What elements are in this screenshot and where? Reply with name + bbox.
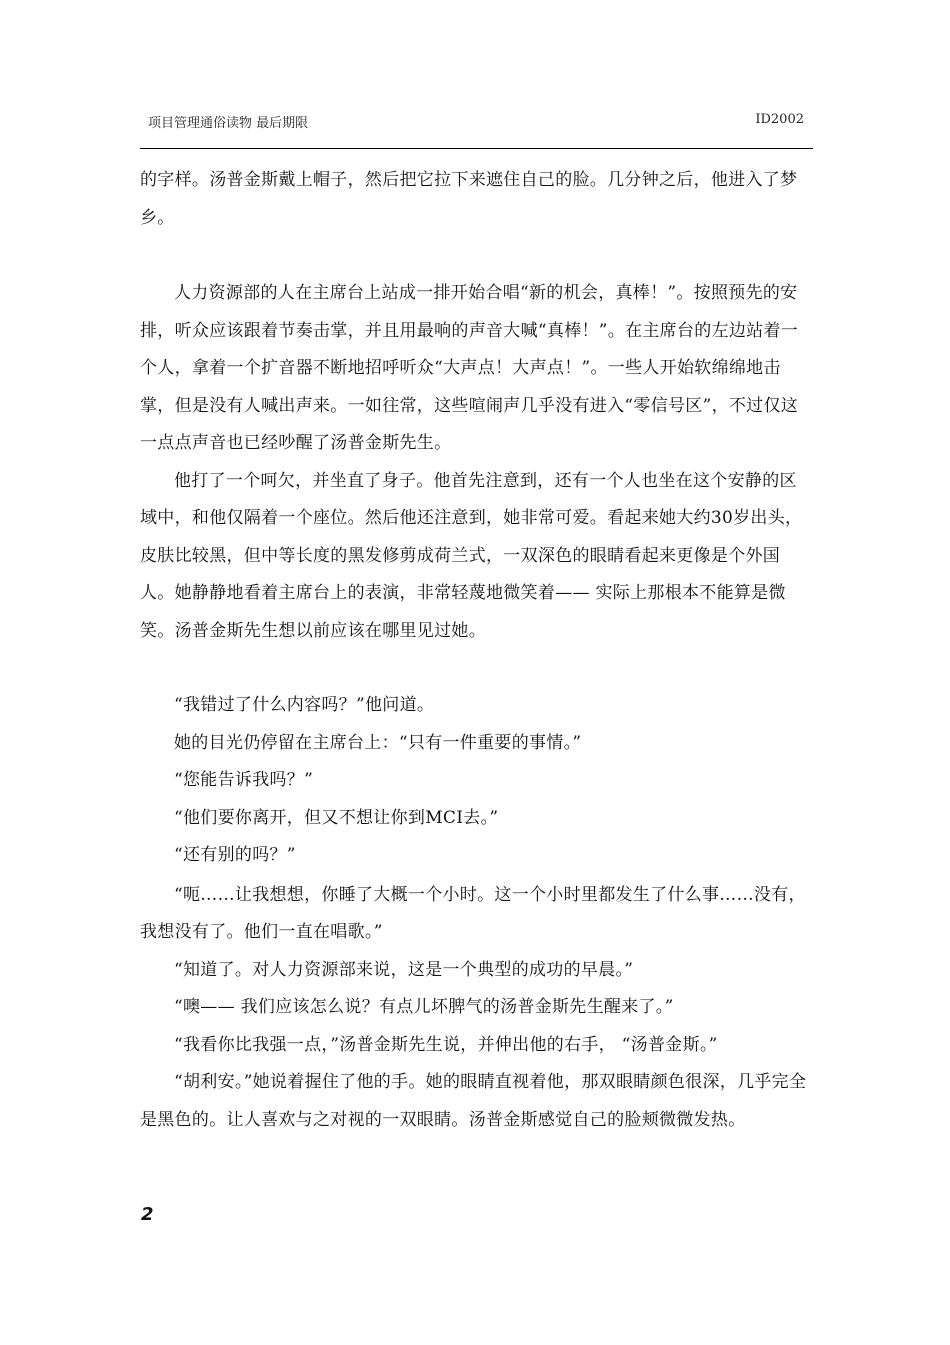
dialogue-line: “知道了。对人力资源部来说，这是一个典型的成功的早晨。” — [174, 959, 634, 980]
dialogue-line: “呃……让我想想，你睡了大概一个小时。这一个小时里都发生了什么事……没有，我想没有了。他们一直在唱歌。” — [140, 884, 806, 942]
dialogue-line: “我看你比我强一点，”汤普金斯先生说，并伸出他的右手， “汤普金斯。” — [174, 1034, 718, 1055]
dialogue-line: “我错过了什么内容吗？”他问道。 — [174, 695, 435, 715]
dialogue-line: “胡利安。”她说着握住了他的手。她的眼睛直视着他，那双眼睛颜色很深，几乎完全是黑色的。让人喜欢与之对视的一双眼睛。汤普金斯感觉自己的脸颊微微发热。 — [140, 1072, 807, 1130]
page-number: 2 — [141, 1204, 154, 1225]
header-title: 项目管理通俗读物 最后期限 — [148, 116, 309, 131]
header-doc-id: ID2002 — [755, 112, 804, 127]
dialogue-line: “还有别的吗？” — [174, 845, 296, 865]
dialogue-line: “他们要你离开，但又不想让你到MCI去。” — [174, 807, 499, 828]
paragraph: 的字样。汤普金斯戴上帽子，然后把它拉下来遮住自己的脸。几分钟之后，他进入了梦乡。 — [140, 170, 798, 228]
header-rule — [140, 148, 813, 149]
body-text — [140, 162, 812, 1139]
dialogue-line: “噢—— 我们应该怎么说？有点儿坏脾气的汤普金斯先生醒来了。” — [174, 997, 674, 1017]
paragraph: 人力资源部的人在主席台上站成一排开始合唱“新的机会，真棒！”。按照预先的安排，听众应该跟着节奏击掌，并且用最响的声音大喊“真棒！”。在主席台的左边站着一个人，拿着一个扩音器不断地招呼听众“大声点！大声点！”。一些人开始软绵绵地击掌，但是没有人喊出声来。一如往常，这些喧闹声几乎没有进入“零信号区”，不过仅这一点点声音也已经吵醒了汤普金斯先生。 — [140, 283, 799, 453]
page-header — [140, 112, 810, 136]
paragraph: 他打了一个呵欠，并坐直了身子。他首先注意到，还有一个人也坐在这个安静的区域中，和他仅隔着一个座位。然后他还注意到，她非常可爱。看起来她大约30岁出头，皮肤比较黑，但中等长度的黑发修剪成荷兰式，一双深色的眼睛看起来更像是个外国人。她静静地看着主席台上的表演，非常轻蔑地微笑着—— 实际上那根本不能算是微笑。汤普金斯先生想以前应该在哪里见过她。 — [140, 470, 803, 641]
dialogue-line: “您能告诉我吗？” — [174, 770, 314, 790]
dialogue-line: 她的目光仍停留在主席台上：“只有一件重要的事情。” — [174, 732, 582, 753]
